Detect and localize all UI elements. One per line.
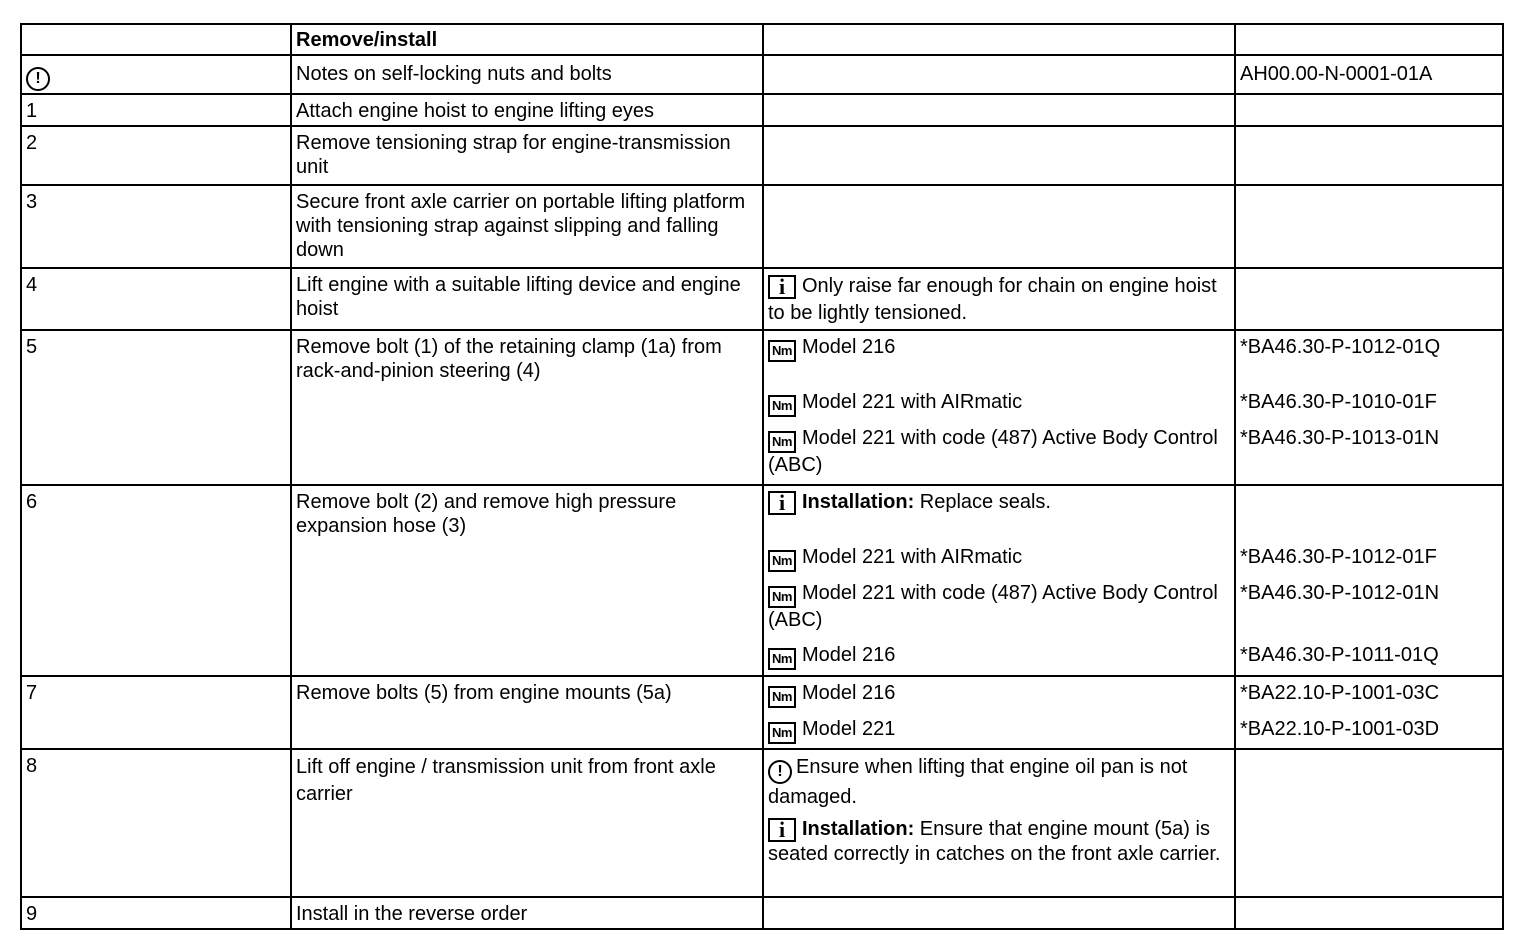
header-cell-empty (21, 24, 291, 55)
nm-torque-icon: Nm (768, 395, 796, 417)
note-bold: Installation: (802, 818, 915, 840)
torque-cell (763, 676, 1235, 749)
table-row (21, 94, 1503, 126)
step-number: 4 (21, 268, 291, 330)
table-header-row (21, 24, 1503, 55)
table-row (21, 897, 1503, 929)
procedure-table (20, 23, 1504, 930)
step-number: 6 (21, 485, 291, 676)
info-icon: i (768, 491, 796, 515)
nm-torque-icon: Nm (768, 340, 796, 362)
torque-label: Model 221 with code (487) Active Body Control (ABC) (768, 427, 1218, 476)
note-text: Only raise far enough for chain on engine hoist to be lightly tensioned. (768, 275, 1217, 324)
note-cell (763, 485, 1235, 676)
table-row (21, 749, 1503, 897)
step-number: 9 (21, 897, 291, 929)
torque-label: Model 216 (802, 682, 896, 704)
table-row (21, 676, 1503, 749)
step-number: 2 (21, 126, 291, 185)
table-row (21, 330, 1503, 485)
nm-torque-icon: Nm (768, 722, 796, 744)
step-text: Lift off engine / transmission unit from front axle carrier (291, 749, 763, 897)
step-text: Secure front axle carrier on portable lifting platform with tensioning strap against slipping and falling down (291, 185, 763, 268)
nm-torque-icon: Nm (768, 686, 796, 708)
step-text: Remove bolts (5) from engine mounts (5a) (291, 676, 763, 749)
table-row (21, 126, 1503, 185)
step-text: Install in the reverse order (291, 897, 763, 929)
torque-label: Model 216 (802, 644, 896, 666)
reference-link[interactable]: *BA46.30-P-1013-01N (1240, 427, 1440, 449)
step-text: Lift engine with a suitable lifting device and engine hoist (291, 268, 763, 330)
step-number: 8 (21, 749, 291, 897)
warning-text: Ensure when lifting that engine oil pan is not damaged. (768, 756, 1188, 808)
note-bold: Installation: (802, 491, 915, 513)
reference-link[interactable]: *BA46.30-P-1012-01F (1240, 546, 1437, 568)
table-row (21, 55, 1503, 94)
reference-link[interactable]: *BA46.30-P-1012-01Q (1240, 336, 1441, 358)
info-icon: i (768, 818, 796, 842)
step-text: Remove tensioning strap for engine-transmission unit (291, 126, 763, 185)
header-cell-empty (1235, 24, 1503, 55)
step-text: Attach engine hoist to engine lifting eyes (291, 94, 763, 126)
info-icon: i (768, 275, 796, 299)
torque-label: Model 221 (802, 718, 896, 740)
reference-link[interactable]: AH00.00-N-0001-01A (1235, 55, 1503, 94)
note-cell (763, 268, 1235, 330)
step-text: Remove bolt (1) of the retaining clamp (1a) from rack-and-pinion steering (4) (291, 330, 763, 485)
table-row (21, 485, 1503, 676)
step-number: 1 (21, 94, 291, 126)
step-number: 7 (21, 676, 291, 749)
table-row (21, 268, 1503, 330)
torque-label: Model 221 with AIRmatic (802, 546, 1023, 568)
note-text: Ensure that engine mount (5a) is seated correctly in catches on the front axle carrier. (768, 818, 1221, 865)
note-text: Replace seals. (919, 491, 1051, 513)
page-title: Remove/install (291, 24, 763, 55)
nm-torque-icon: Nm (768, 431, 796, 453)
nm-torque-icon: Nm (768, 550, 796, 572)
nm-torque-icon: Nm (768, 648, 796, 670)
torque-label: Model 216 (802, 336, 896, 358)
torque-label: Model 221 with code (487) Active Body Control (ABC) (768, 582, 1218, 631)
step-number: 3 (21, 185, 291, 268)
warning-circle-icon: ! (768, 760, 792, 784)
step-text: Notes on self-locking nuts and bolts (291, 55, 763, 94)
header-cell-empty (763, 24, 1235, 55)
torque-refs (1235, 676, 1503, 749)
torque-refs (1235, 485, 1503, 676)
torque-label: Model 221 with AIRmatic (802, 391, 1023, 413)
step-number: 5 (21, 330, 291, 485)
reference-link[interactable]: *BA46.30-P-1010-01F (1240, 391, 1437, 413)
warning-circle-icon: ! (26, 67, 50, 91)
step-text: Remove bolt (2) and remove high pressure expansion hose (3) (291, 485, 763, 676)
reference-link[interactable]: *BA22.10-P-1001-03D (1240, 718, 1440, 740)
step-number-cell (21, 55, 291, 94)
note-cell (763, 749, 1235, 897)
reference-link[interactable]: *BA46.30-P-1011-01Q (1240, 644, 1439, 666)
torque-cell (763, 330, 1235, 485)
table-row (21, 185, 1503, 268)
torque-refs (1235, 330, 1503, 485)
reference-link[interactable]: *BA22.10-P-1001-03C (1240, 682, 1440, 704)
reference-link[interactable]: *BA46.30-P-1012-01N (1240, 582, 1440, 604)
nm-torque-icon: Nm (768, 586, 796, 608)
